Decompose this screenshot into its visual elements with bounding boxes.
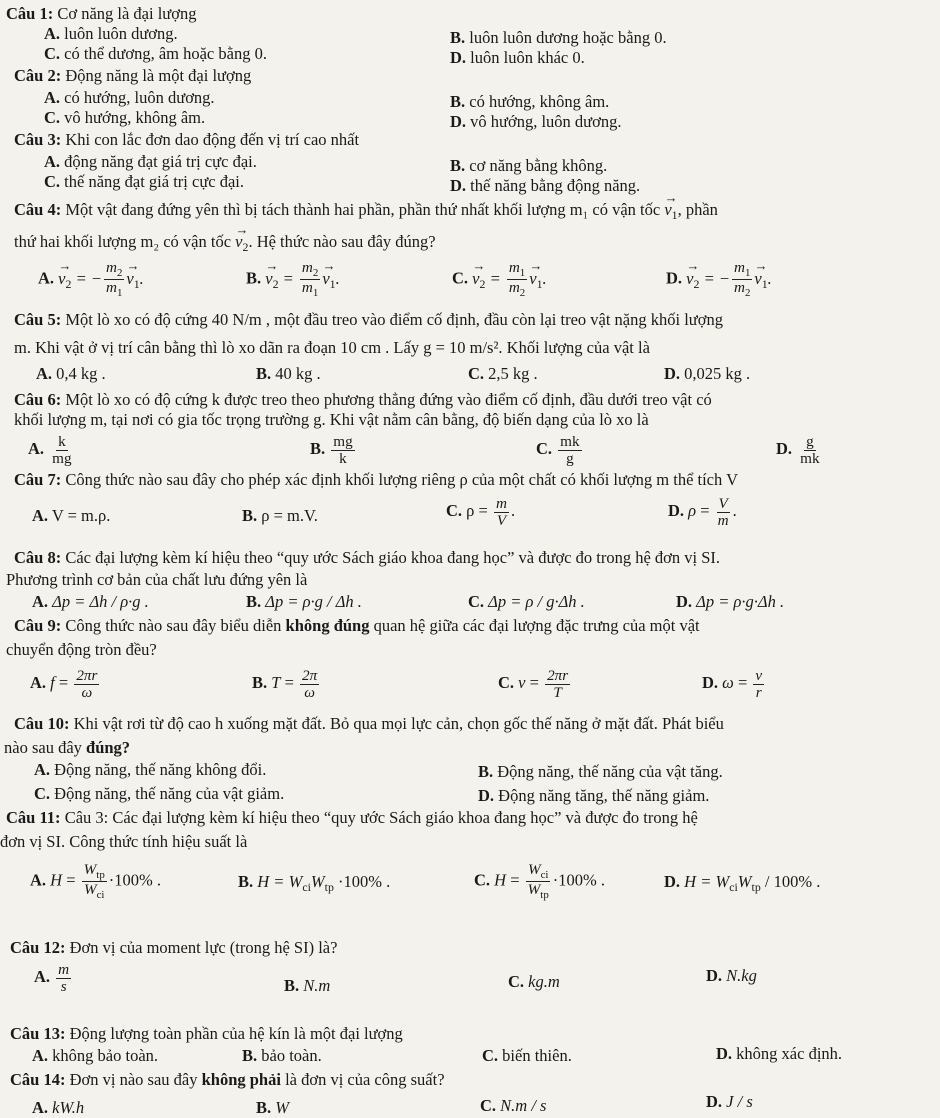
q2-option-a: A. có hướng, luôn dương. xyxy=(44,88,215,107)
q12-option-a: A. $\frac{m}{s}$ xyxy=(34,961,70,995)
question-5: Câu 5: Một lò xo có độ cứng 40 N/m , một đầu treo vào điểm cố định, đầu còn lại treo vật nặng khối lượng xyxy=(14,310,723,329)
q13-option-a: A. không bảo toàn. xyxy=(32,1046,159,1065)
question-13: Câu 13: Động lượng toàn phần của hệ kín là một đại lượng xyxy=(10,1024,403,1043)
question-10: Câu 10: Khi vật rơi từ độ cao h xuống mặt đất. Bỏ qua mọi lực cản, chọn gốc thế năng ở mặt đất. Phát biểu xyxy=(14,714,724,733)
q3-option-d: D. thế năng bằng động năng. xyxy=(450,176,641,195)
q14-option-a: A. kW.h xyxy=(32,1098,85,1117)
question-6: Câu 6: Một lò xo có độ cứng k được treo theo phương thẳng đứng vào điểm cố định, đầu dưới treo vật có xyxy=(14,390,712,409)
question-12: Câu 12: Đơn vị của moment lực (trong hệ SI) là? xyxy=(10,938,338,957)
q1-option-c: C. có thể dương, âm hoặc bằng 0. xyxy=(44,44,267,63)
q11-option-a: A. H = $\frac{W_{tp}}{W_{ci}}$ ·100% . xyxy=(30,861,162,902)
q13-option-b: B. bảo toàn. xyxy=(242,1046,322,1065)
q10-option-c: C. Động năng, thế năng của vật giảm. xyxy=(34,784,285,803)
q6-option-a: A. $\frac{k}{mg}$ xyxy=(28,433,72,467)
q14-option-b: B. W xyxy=(256,1098,290,1117)
question-10-line2: nào sau đây đúng? xyxy=(4,738,131,757)
question-11-line2: đơn vị SI. Công thức tính hiệu suất là xyxy=(0,832,248,851)
q11-option-c: C. H = $\frac{W_{ci}}{W_{tp}}$ ·100% . xyxy=(474,861,606,902)
q14-option-c: C. N.m / s xyxy=(480,1096,547,1115)
q8-option-a: A. Δp = Δh / ρ·g . xyxy=(32,592,149,611)
q4-option-d: D. → $v_2$ = − $\frac{m_1}{m_2}$ → $v_1$. xyxy=(666,260,772,300)
q3-option-b: B. cơ năng bằng không. xyxy=(450,156,608,175)
q13-option-d: D. không xác định. xyxy=(716,1044,843,1063)
q8-option-c: C. Δp = ρ / g·Δh . xyxy=(468,592,585,611)
q7-option-b: B. ρ = m.V. xyxy=(242,506,318,525)
q9-option-a: A. f = $\frac{2\pi r}{\omega}$ xyxy=(30,667,98,701)
q9-option-d: D. ω = $\frac{v}{r}$ xyxy=(702,667,763,701)
q14-option-d: D. J / s xyxy=(706,1092,753,1111)
question-4-line2: thứ hai khối lượng m₂ có vận tốc → $v_2$. Hệ thức nào sau đây đúng? xyxy=(14,232,436,255)
q6-option-b: B. $\frac{mg}{k}$ xyxy=(310,433,353,467)
question-7: Câu 7: Công thức nào sau đây cho phép xác định khối lượng riêng ρ của một chất có khối lượng m thể tích V xyxy=(14,470,739,489)
question-8-line2: Phương trình cơ bản của chất lưu đứng yên là xyxy=(6,570,308,589)
q12-option-c: C. kg.m xyxy=(508,972,560,991)
q2-option-b: B. có hướng, không âm. xyxy=(450,92,610,111)
q10-option-a: A. Động năng, thế năng không đổi. xyxy=(34,760,267,779)
q6-option-d: D. $\frac{g}{mk}$ xyxy=(776,433,820,467)
q1-option-d: D. luôn luôn khác 0. xyxy=(450,48,585,67)
q4-option-c: C. → $v_2$ = $\frac{m_1}{m_2}$ → $v_1$. xyxy=(452,260,547,300)
question-8: Câu 8: Các đại lượng kèm kí hiệu theo “quy ước Sách giáo khoa đang học” và được đo trong hệ đơn vị SI. xyxy=(14,548,721,567)
q5-option-d: D. 0,025 kg . xyxy=(664,364,751,383)
q4-option-b: B. → $v_2$ = $\frac{m_2}{m_1}$ → $v_1$. xyxy=(246,260,340,300)
q12-option-b: B. N.m xyxy=(284,976,331,995)
q10-option-b: B. Động năng, thế năng của vật tăng. xyxy=(478,762,723,781)
q6-option-c: C. $\frac{mk}{g}$ xyxy=(536,433,580,467)
q5-option-c: C. 2,5 kg . xyxy=(468,364,538,383)
question-5-line2: m. Khi vật ở vị trí cân bằng thì lò xo dãn ra đoạn 10 cm . Lấy g = 10 m/s². Khối lượng của vật là xyxy=(14,338,650,357)
q7-option-a: A. V = m.ρ. xyxy=(32,506,111,525)
q3-option-a: A. động năng đạt giá trị cực đại. xyxy=(44,152,257,171)
q3-option-c: C. thế năng đạt giá trị cực đại. xyxy=(44,172,245,191)
q8-option-d: D. Δp = ρ·g·Δh . xyxy=(676,592,785,611)
q2-option-d: D. vô hướng, luôn dương. xyxy=(450,112,622,131)
q1-option-b: B. luôn luôn dương hoặc bằng 0. xyxy=(450,28,667,47)
q8-option-b: B. Δp = ρ·g / Δh . xyxy=(246,592,362,611)
question-1: Câu 1: Cơ năng là đại lượng xyxy=(6,4,197,23)
q9-option-c: C. v = $\frac{2\pi r}{T}$ xyxy=(498,667,569,701)
q9-option-b: B. T = $\frac{2\pi}{\omega}$ xyxy=(252,667,318,701)
q1-option-a: A. luôn luôn dương. xyxy=(44,24,178,43)
question-6-line2: khối lượng m, tại nơi có gia tốc trọng trường g. Khi vật nằm cân bằng, độ biến dạng của lò xo là xyxy=(14,410,649,429)
question-14: Câu 14: Đơn vị nào sau đây không phải là đơn vị của công suất? xyxy=(10,1070,445,1089)
q13-option-c: C. biến thiên. xyxy=(482,1046,572,1065)
question-11: Câu 11: Câu 3: Các đại lượng kèm kí hiệu theo “quy ước Sách giáo khoa đang học” và được đo trong hệ xyxy=(6,808,698,827)
q5-option-b: B. 40 kg . xyxy=(256,364,321,383)
question-9-line2: chuyển động tròn đều? xyxy=(6,640,157,659)
q7-option-c: C. ρ = $\frac{m}{V}$ . xyxy=(446,495,516,529)
question-2: Câu 2: Động năng là một đại lượng xyxy=(14,66,252,85)
question-9: Câu 9: Công thức nào sau đây biểu diễn không đúng quan hệ giữa các đại lượng đặc trưng của một vật xyxy=(14,616,700,635)
q10-option-d: D. Động năng tăng, thế năng giảm. xyxy=(478,786,710,805)
q11-option-b: B. $H = W_{ci}W_{tp} \cdot 100\%$ . xyxy=(238,872,391,895)
question-4: Câu 4: Một vật đang đứng yên thì bị tách thành hai phần, phần thứ nhất khối lượng m₁ có vận tốc → $v_1$, phần xyxy=(14,200,718,223)
q4-option-a: A. → $v_2$ = − $\frac{m_2}{m_1}$ → $v_1$. xyxy=(38,260,144,300)
q7-option-d: D. ρ = $\frac{V}{m}$ . xyxy=(668,495,737,529)
question-3: Câu 3: Khi con lắc đơn dao động đến vị trí cao nhất xyxy=(14,130,360,149)
q12-option-d: D. N.kg xyxy=(706,966,757,985)
q11-option-d: D. $H = W_{ci}W_{tp} / 100\%$ . xyxy=(664,872,821,895)
q5-option-a: A. 0,4 kg . xyxy=(36,364,106,383)
q2-option-c: C. vô hướng, không âm. xyxy=(44,108,206,127)
